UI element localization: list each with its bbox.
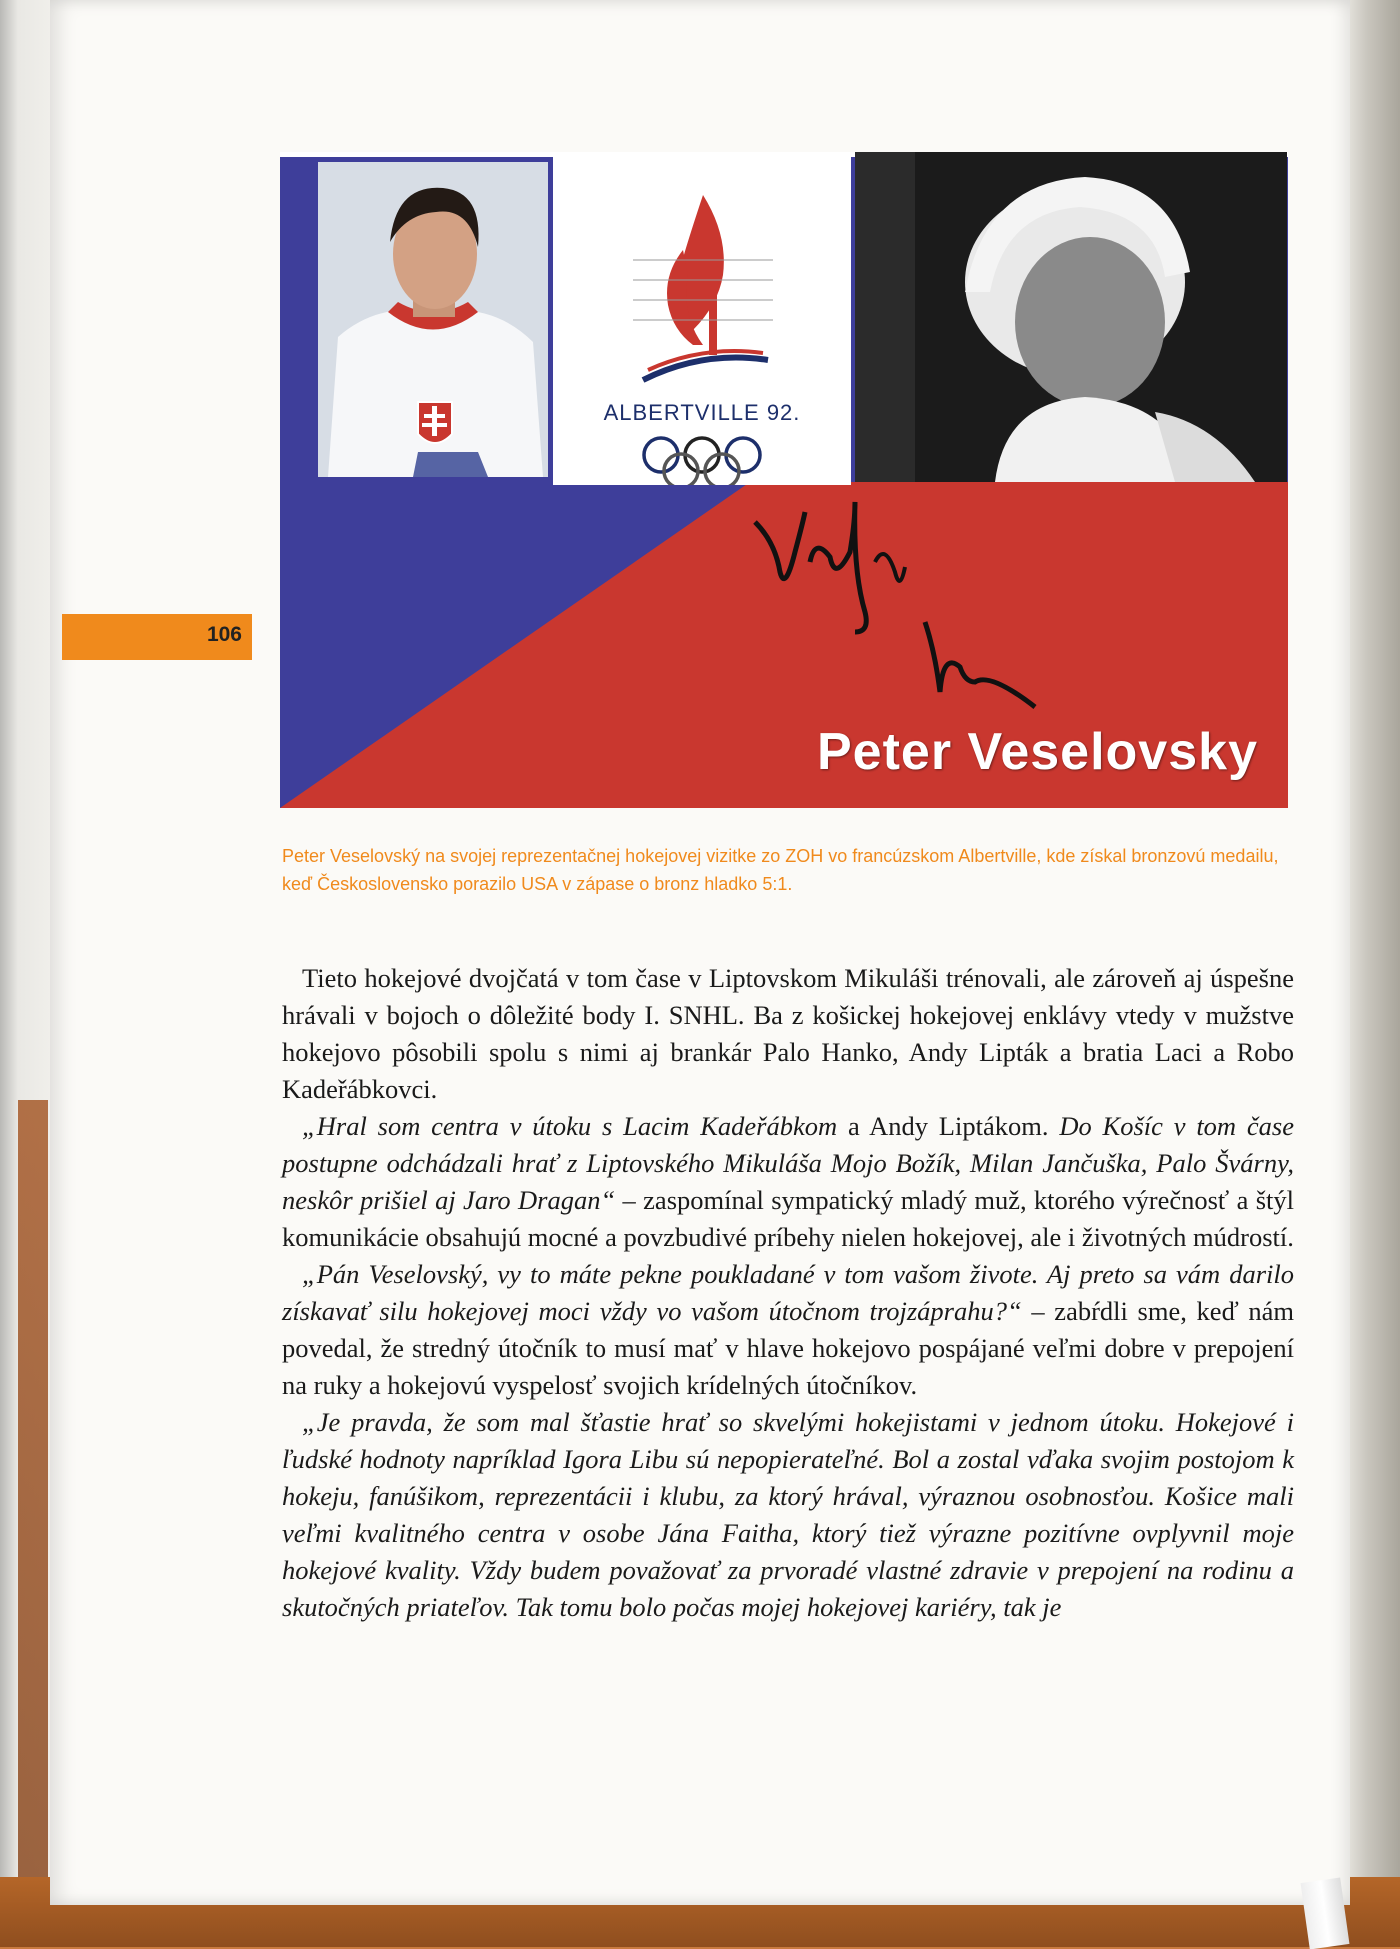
book-right-edge (1345, 0, 1400, 1947)
article-body (282, 960, 1294, 1626)
player-helmet-photo (855, 152, 1287, 482)
quote-text: „Je pravda, že som mal šťastie hrať so skvelými hokejistami v jednom útoku. Hokejové i ľudské hodnoty napríklad Igora Libu sú nepopierateľné. Bol a zostal vďaka svojim postojom k hokeju, fanúšikom, reprezentácii i klubu, za ktorý hrával, výraznou osobnosťou. Košice mali veľmi kvalitného centra v osobe Jána Faitha, ktorý tiež výrazne pozitívne ovplyvnil moje hokejové kvality. Vždy budem považovať za prvoradé vlastné zdravie v prepojení na rodinu a skutočných priateľov. Tak tomu bolo počas mojej hokejovej kariéry, tak je (282, 1407, 1294, 1622)
book-cover-edge (18, 1100, 48, 1930)
paragraph-text: a Andy Liptákom. (837, 1111, 1060, 1141)
albertville-92-logo (553, 155, 851, 485)
book-page (50, 0, 1350, 1905)
body-paragraph (282, 960, 1294, 1108)
albertville-logo-text: ALBERTVILLE 92. (603, 400, 801, 425)
body-paragraph (282, 1256, 1294, 1404)
signature (735, 482, 1055, 722)
photo-caption: Peter Veselovský na svojej reprezentačnej hokejovej vizitke zo ZOH vo francúzskom Albertville, kde získal bronzovú medailu, keď Československo porazilo USA v zápase o bronz hladko 5:1. (282, 846, 1279, 894)
albertville-logo-panel (553, 155, 851, 485)
body-paragraph (282, 1404, 1294, 1626)
paragraph-text: Tieto hokejové dvojčatá v tom čase v Liptovskom Mikuláši trénovali, ale zároveň aj úspešne hrávali v bojoch o dôležité body I. SNHL. Ba z košickej hokejovej enklávy vtedy v mužstve hokejovo pôsobili spolu s nimi aj brankár Palo Hanko, Andy Lipták a bratia Laci a Robo Kadeřábkovci. (282, 963, 1294, 1104)
page-number: 106 (206, 623, 242, 646)
paragraph-text: – zaspomínal sympatický mladý muž, ktorého výrečnosť a štýl komunikácie obsahujú mocné a povzbudivé príbehy nielen hokejovej, ale i životných múdrostí. (282, 1185, 1294, 1252)
body-paragraph (282, 1108, 1294, 1256)
quote-text: „Hral som centra v útoku s Lacim Kadeřábkom (302, 1111, 838, 1141)
quote-text: Do Košíc v tom čase postupne odchádzali hrať z Liptovského Mikuláša Mojo Božík, Milan Jančuška, Palo Švárny, neskôr prišiel aj Jaro Dragan“ (282, 1111, 1294, 1215)
page-number-tab (62, 614, 252, 660)
hockey-card (280, 152, 1288, 808)
player-portrait-photo (318, 162, 548, 477)
paragraph-text: – zabŕdli sme, keď nám povedal, že stredný útočník to musí mať v hlave hokejovo pospájané veľmi dobre v prepojení na ruky a hokejovú vyspelosť svojich krídelných útočníkov. (282, 1296, 1295, 1400)
quote-text: „Pán Veselovský, vy to máte pekne poukladané v tom vašom živote. Aj preto sa vám darilo získavať silu hokejovej moci vždy vo vašom útočnom trojzáprahu?“ (282, 1259, 1294, 1326)
player-name-title: Peter Veselovsky (817, 723, 1258, 781)
